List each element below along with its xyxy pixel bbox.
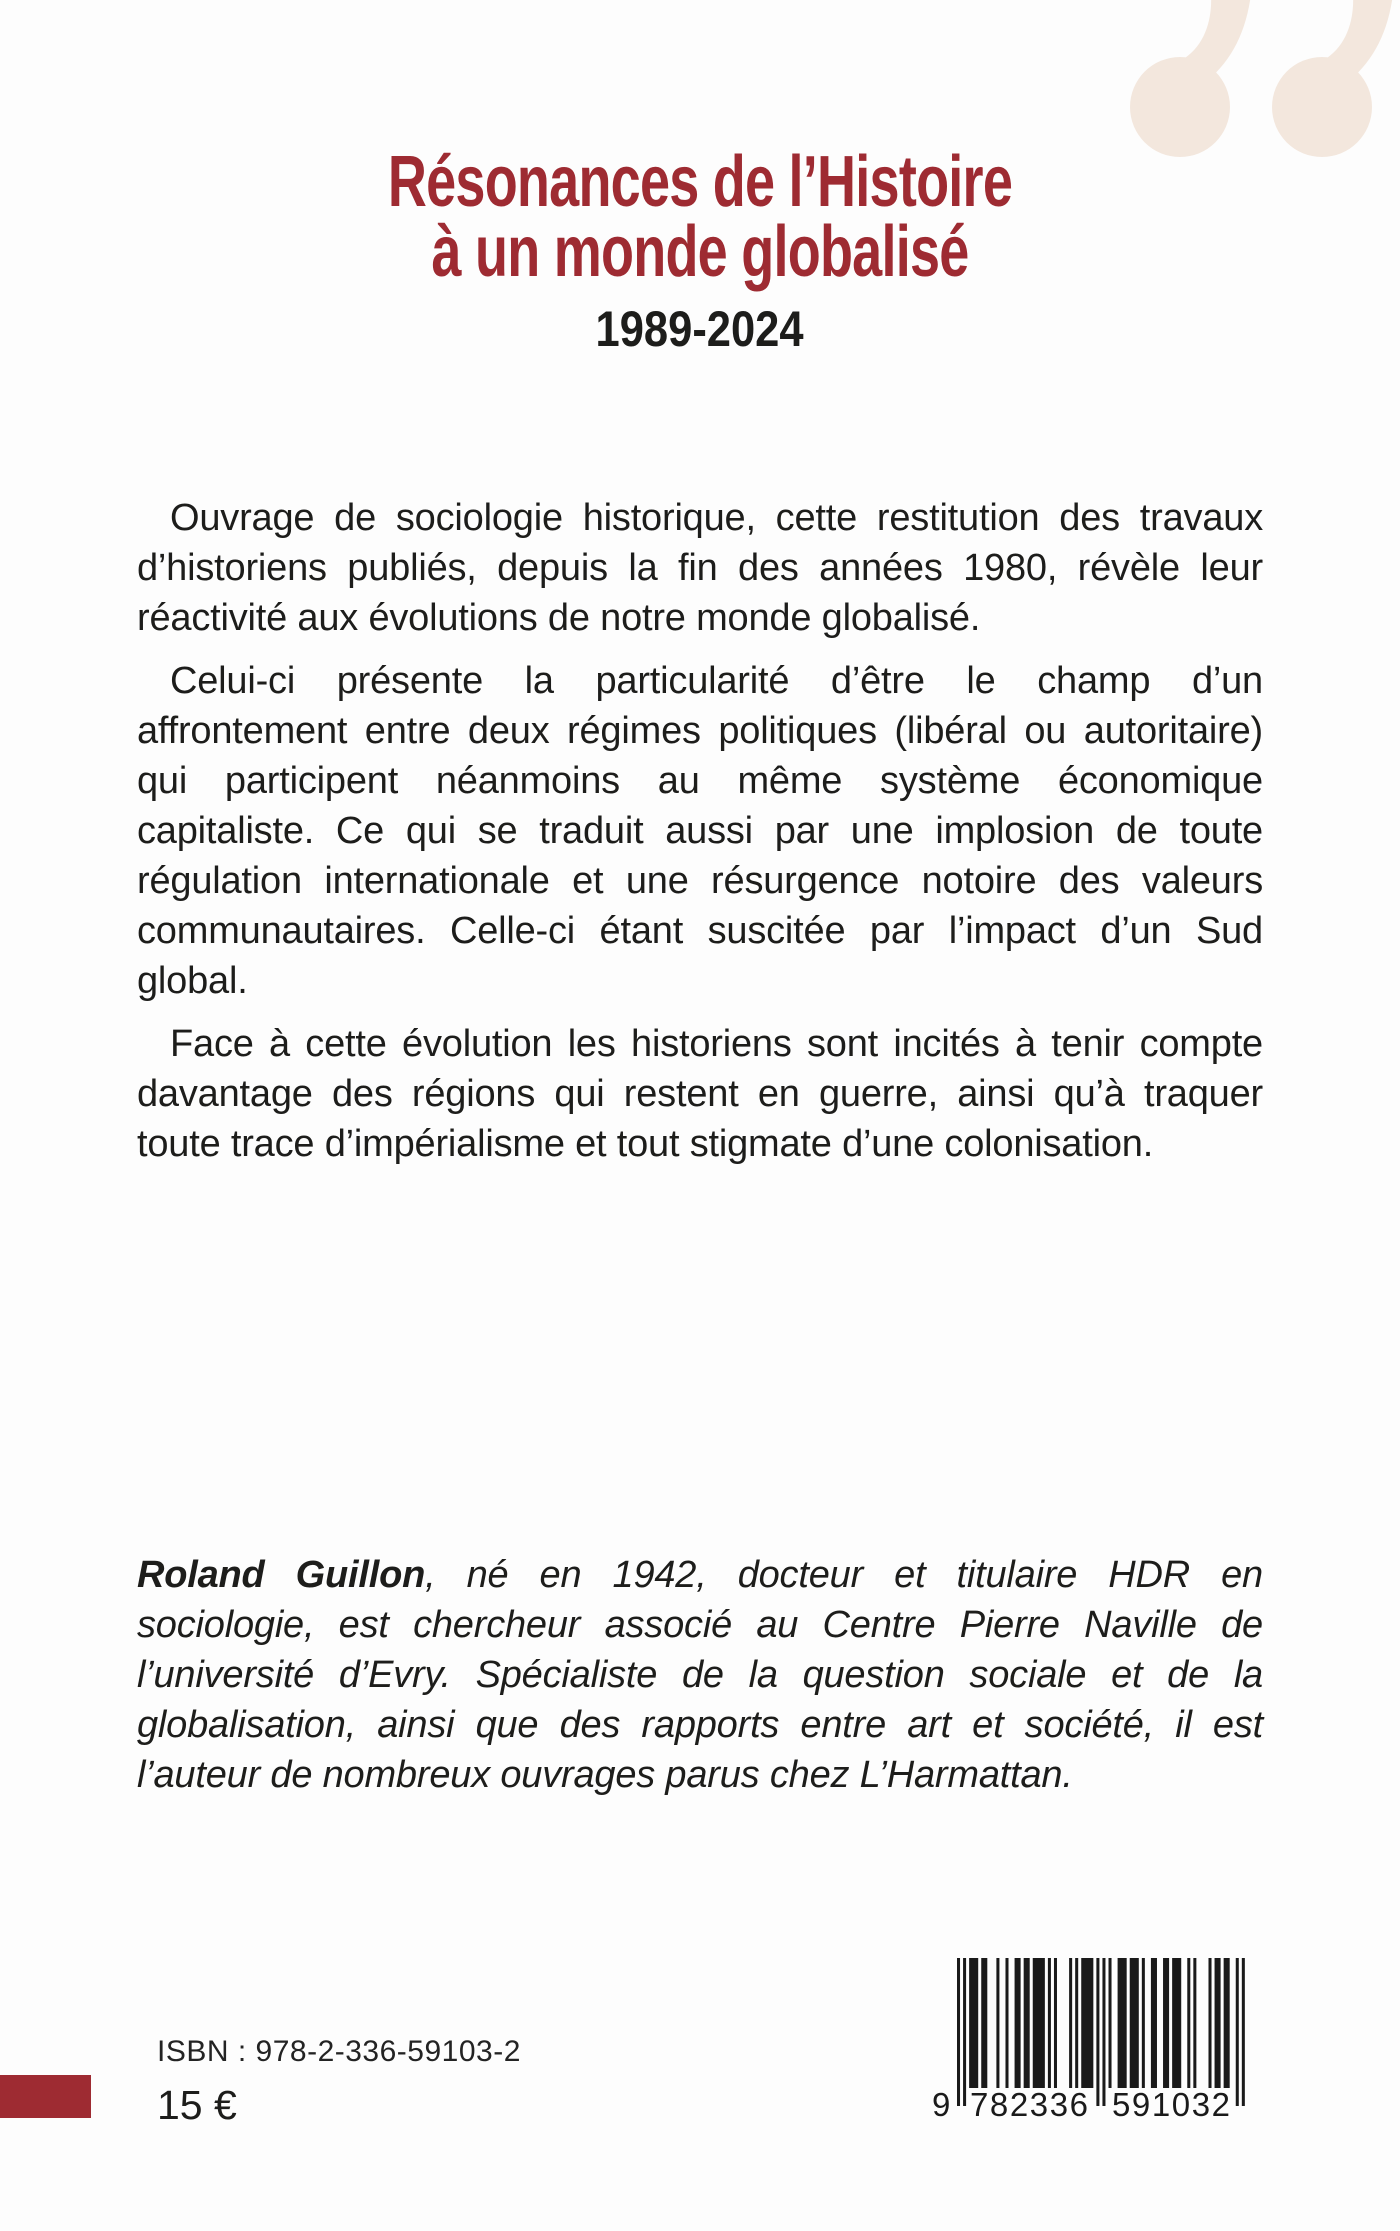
barcode-bar <box>1224 1958 1230 2088</box>
barcode-bar <box>1130 1958 1139 2088</box>
author-name: Roland Guillon <box>137 1554 426 1596</box>
synopsis <box>137 493 1263 1182</box>
barcode-bar <box>1109 1958 1112 2088</box>
barcode <box>928 1954 1258 2124</box>
barcode-digits: 782336 <box>970 2086 1088 2123</box>
barcode-bar <box>1048 1958 1051 2088</box>
barcode-bar <box>1118 1958 1127 2088</box>
barcode-bar <box>981 1958 987 2088</box>
barcode-digits: 9 <box>932 2086 951 2123</box>
barcode-digits: 591032 <box>1112 2086 1230 2123</box>
barcode-bar <box>963 1958 966 2106</box>
barcode-bar <box>1142 1958 1145 2088</box>
barcode-bar <box>1102 1958 1105 2106</box>
barcode-bar <box>1054 1958 1057 2088</box>
author-bio-text: , né en 1942, docteur et titulaire HDR en sociologie, est chercheur associé au Centre Pierre Naville de l’université d’Evry. Spécialiste de la question sociale et de la globalisation, ainsi que des rapports entre art et société, il est l’auteur de nombreux ouvrages parus chez L’Harmattan. <box>137 1554 1263 1796</box>
barcode-bar <box>1096 1958 1099 2106</box>
barcode-bar <box>1069 1958 1072 2088</box>
barcode-bar <box>1193 1958 1196 2088</box>
barcode-bar <box>1015 1958 1021 2088</box>
barcode-bar <box>1151 1958 1157 2088</box>
quotation-marks-icon <box>1110 0 1400 215</box>
book-title-line2: à un monde globalisé <box>431 212 969 292</box>
barcode-bar <box>1208 1958 1211 2088</box>
barcode-bar <box>1163 1958 1169 2088</box>
barcode-bar <box>1075 1958 1078 2088</box>
author-bio-paragraph <box>137 1550 1263 1800</box>
synopsis-paragraph: Ouvrage de sociologie historique, cette restitution des travaux d’historiens publiés, depuis la fin des années 1980, révèle leur réactivité aux évolutions de notre monde globalisé. <box>137 497 1263 639</box>
accent-bar <box>0 2075 91 2118</box>
barcode-bar <box>1005 1958 1008 2088</box>
synopsis-paragraph: Face à cette évolution les historiens sont incités à tenir compte davantage des régions qui restent en guerre, ainsi qu’à traquer toute trace d’impérialisme et tout stigmate d’une colonisation. <box>137 1023 1263 1165</box>
barcode-bar <box>969 1958 978 2088</box>
book-title <box>278 142 1123 292</box>
synopsis-paragraph: Celui-ci présente la particularité d’être le champ d’un affrontement entre deux régimes politiques (libéral ou autoritaire) qui participent néanmoins au même système économique capitaliste. Ce qui se traduit aussi par une implosion de toute régulation internationale et une résurgence notoire des valeurs communautaires. Celle-ci étant suscitée par l’impact d’un Sud global. <box>137 660 1263 1002</box>
book-title-line1: Résonances de l’Histoire <box>387 142 1013 222</box>
barcode-bar <box>1242 1958 1245 2106</box>
barcode-bar <box>1033 1958 1045 2088</box>
barcode-bar <box>1024 1958 1030 2088</box>
barcode-bar <box>1187 1958 1190 2088</box>
author-bio <box>137 1550 1263 1800</box>
barcode-bar <box>1215 1958 1221 2088</box>
barcode-bar <box>1236 1958 1239 2106</box>
isbn-label: ISBN : 978-2-336-59103-2 <box>157 2035 521 2068</box>
price-label: 15 € <box>157 2082 237 2128</box>
barcode-bar <box>1172 1958 1181 2088</box>
barcode-bar <box>957 1958 960 2106</box>
barcode-bar <box>1081 1958 1093 2088</box>
book-subtitle-years: 1989-2024 <box>595 301 805 357</box>
barcode-bar <box>996 1958 999 2088</box>
